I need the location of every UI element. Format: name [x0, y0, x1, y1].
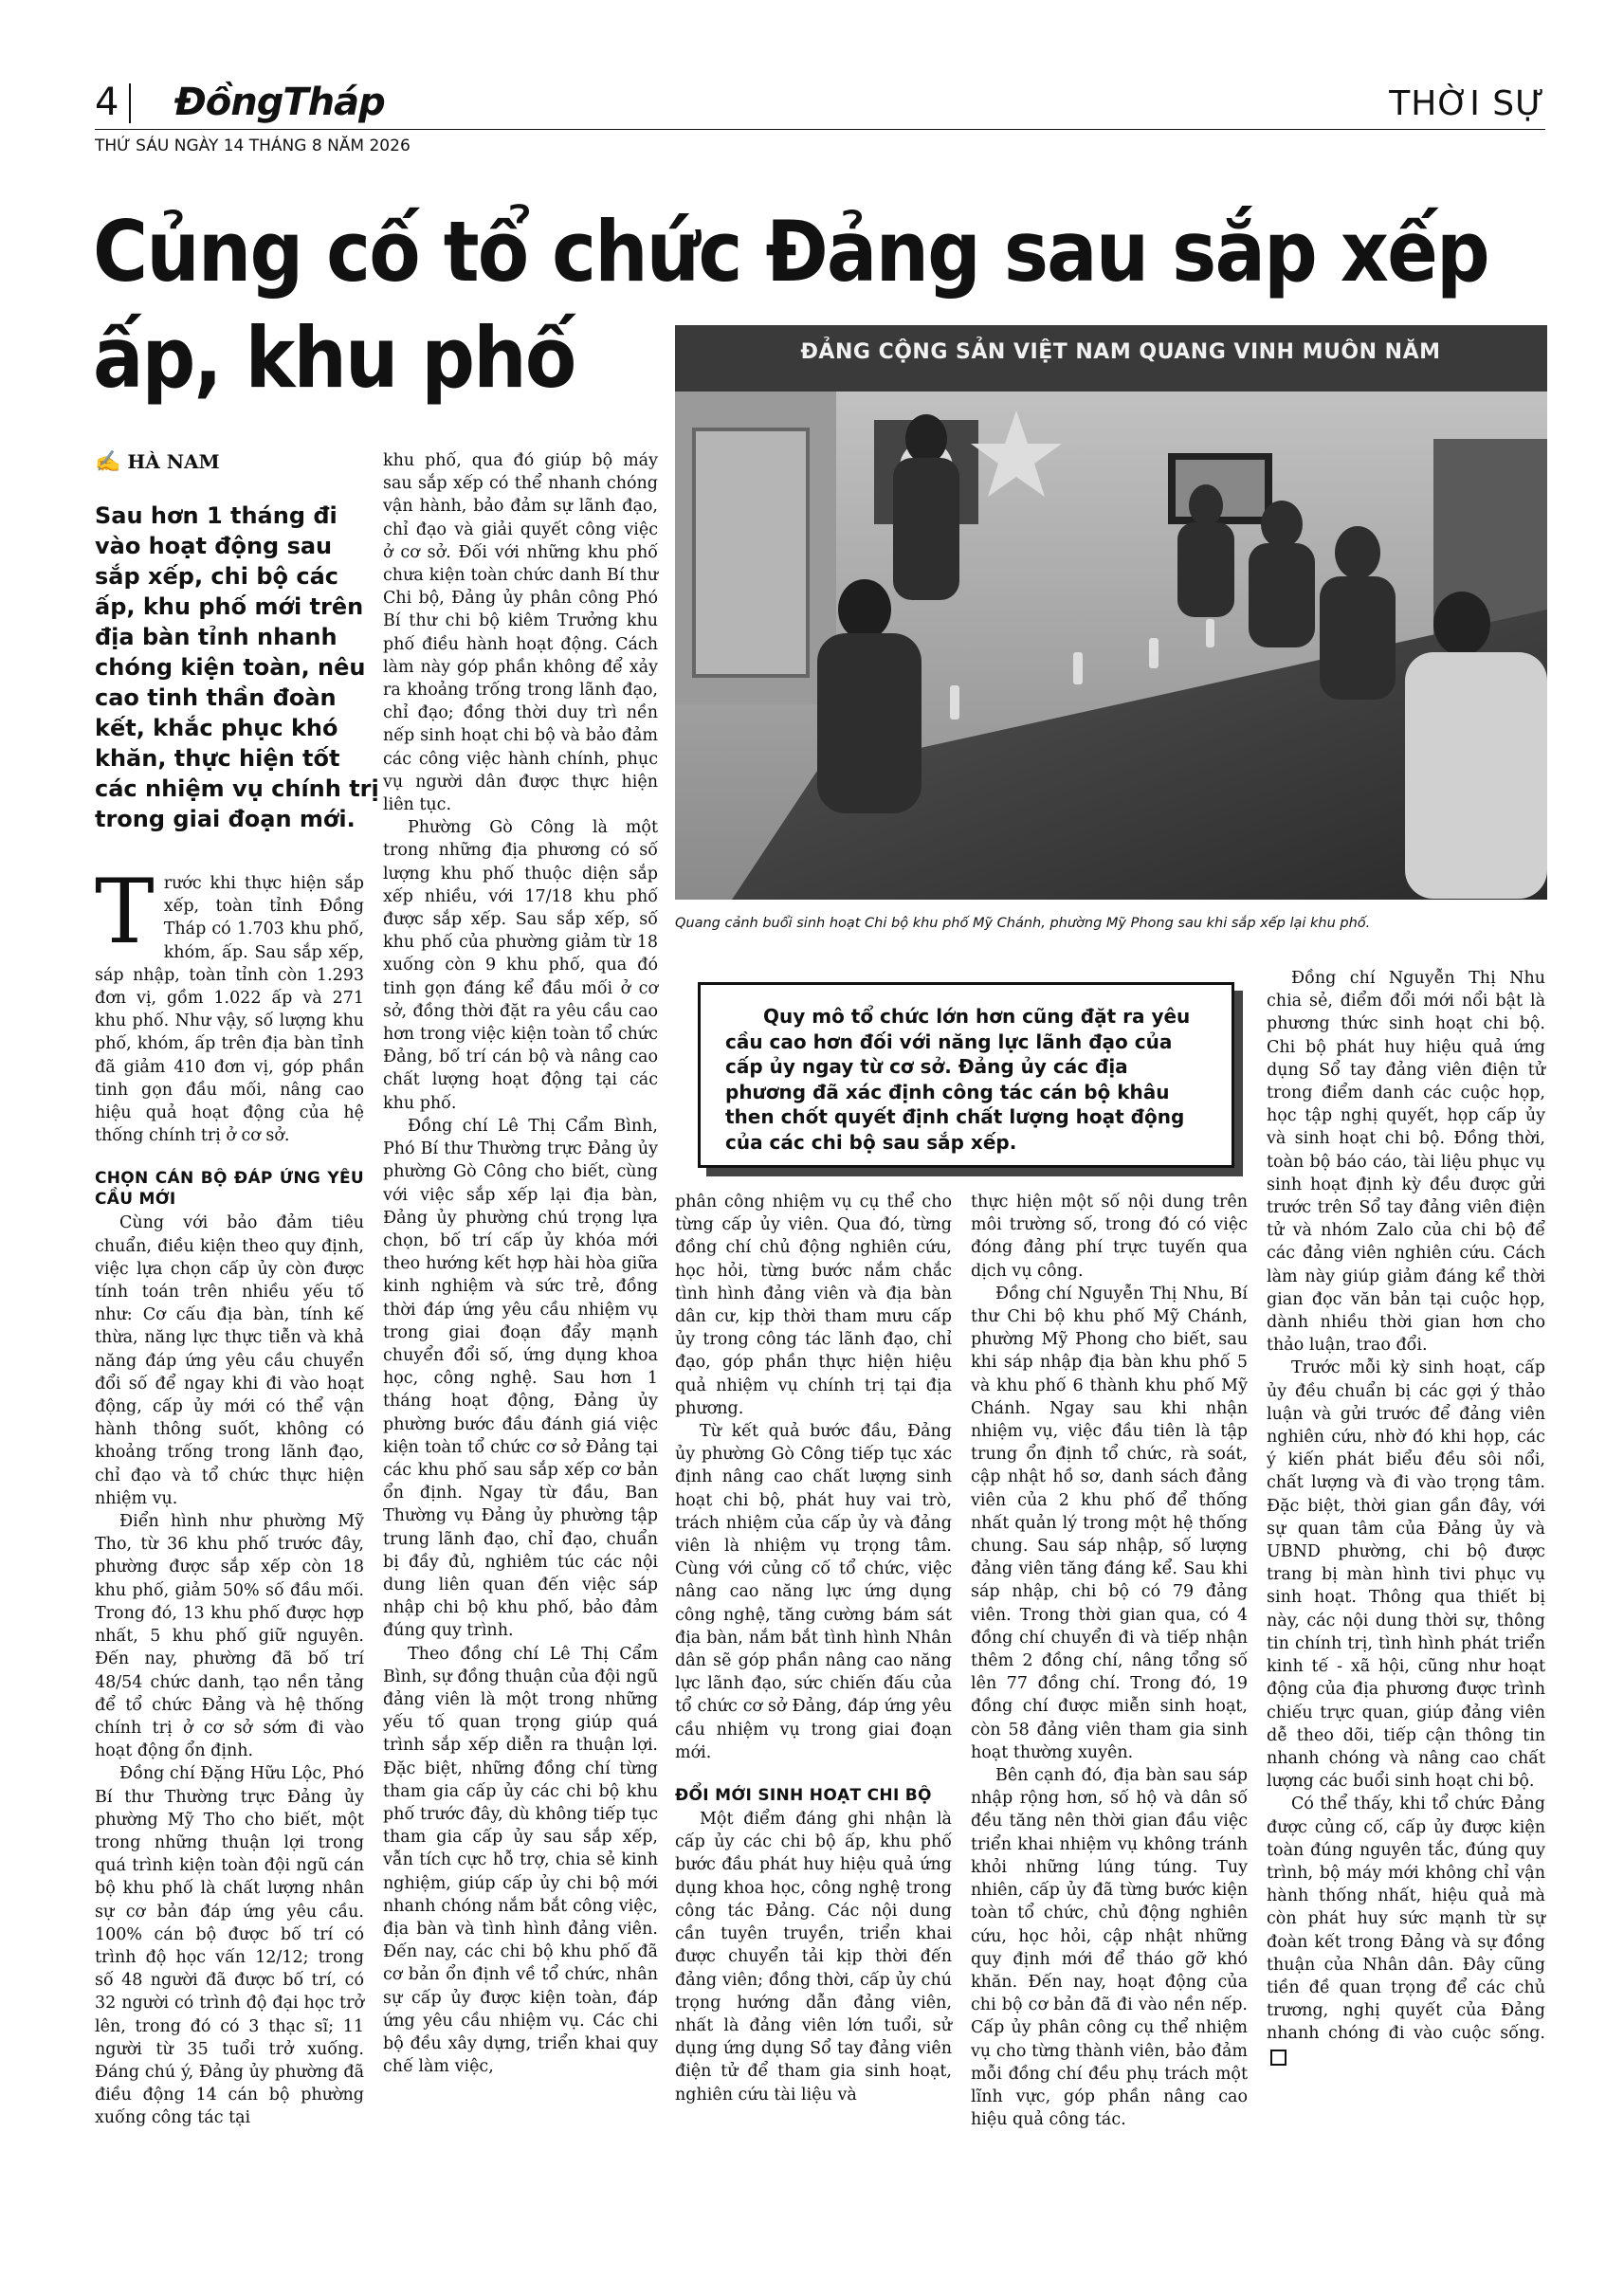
header-divider: [129, 83, 131, 123]
issue-date: THỨ SÁU NGÀY 14 THÁNG 8 NĂM 2026: [95, 137, 411, 155]
article-photo: [675, 325, 1547, 900]
column-2: [383, 449, 658, 2078]
newspaper-logo: ĐồngTháp: [174, 81, 385, 124]
paragraph: Từ kết quả bước đầu, Đảng ủy phường Gò Công tiếp tục xác định nâng cao chất lượng sinh hoạt chi bộ, phát huy vai trò, trách nhiệm của cấp ủy và đảng viên là nhiệm vụ trọng tâm. Cùng với củng cố tổ chức, việc nâng cao năng lực ứng dụng công nghệ, tăng cường bám sát địa bàn, nắm bắt tình hình Nhân dân sẽ góp phần nâng cao năng lực lãnh đạo, sức chiến đấu của tổ chức cơ sở Đảng, đáp ứng yêu cầu nhiệm vụ trong giai đoạn mới.: [675, 1422, 952, 1762]
paragraph: Đồng chí Lê Thị Cẩm Bình, Phó Bí thư Thường trực Đảng ủy phường Gò Công cho biết, cùng với việc sắp xếp lại địa bàn, Đảng ủy phường chú trọng lựa chọn, bố trí cấp ủy khóa mới theo hướng kết hợp hài hòa giữa kinh nghiệm và sức trẻ, đồng thời đáp ứng yêu cầu nhiệm vụ trong giai đoạn đẩy mạnh chuyển đổi số, ứng dụng khoa học, công nghệ. Sau hơn 1 tháng hoạt động, Đảng ủy phường bước đầu đánh giá việc kiện toàn tổ chức cơ sở Đảng tại các khu phố sau sắp xếp cơ bản ổn định. Ngay từ đầu, Ban Thường vụ Đảng ủy phường tập trung lãnh đạo, chỉ đạo, chuẩn bị đầy đủ, nghiêm túc các nội dung liên quan đến việc sáp nhập chi bộ khu phố, bảo đảm đúng quy trình.: [383, 1116, 658, 1641]
paragraph: Trước mỗi kỳ sinh hoạt, cấp ủy đều chuẩn bị các gợi ý thảo luận và gửi trước để đảng viên nghiên cứu, nhờ đó khi họp, các ý kiến phát biểu đều sôi nổi, chất lượng và đi vào trọng tâm. Đặc biệt, thời gian gần đây, với sự quan tâm của Đảng ủy và UBND phường, chi bộ được trang bị màn hình tivi phục vụ sinh hoạt. Thông qua thiết bị này, các nội dung thời sự, thông tin chính trị, tình hình phát triển kinh tế - xã hội, cũng như hoạt động của địa phương được trình chiếu trực quan, giúp đảng viên dễ theo dõi, tiếp cận thông tin nhanh chóng và nâng cao chất lượng các buổi sinh hoạt chi bộ.: [1267, 1358, 1545, 1792]
pull-quote-box: [698, 982, 1234, 1168]
paragraph: Phường Gò Công là một trong những địa phương có số lượng khu phố thuộc diện sắp xếp nhiều, với 17/18 khu phố được sắp xếp. Sau sắp xếp, số khu phố của phường giảm từ 18 xuống còn 9 khu phố, qua đó tinh gọn đáng kể đầu mối ở cơ sở, đồng thời đặt ra yêu cầu cao hơn trong việc kiện toàn tổ chức Đảng, bố trí cán bộ và nâng cao chất lượng hoạt động tại các khu phố.: [383, 818, 658, 1113]
paragraph: Có thể thấy, khi tổ chức Đảng được củng cố, cấp ủy được kiện toàn đúng nguyên tắc, đúng quy trình, bộ máy mới không chỉ vận hành thống nhất, hiệu quả mà còn phát huy sức mạnh từ sự đoàn kết trong Đảng và sự đồng thuận của Nhân dân. Đây cũng tiền đề quan trọng để các chủ trương, nghị quyết của Đảng nhanh chóng đi vào cuộc sống.: [1267, 1793, 1545, 2068]
section-label: THỜI SỰ: [1389, 84, 1545, 123]
paragraph: Một điểm đáng ghi nhận là cấp ủy các chi bộ ấp, khu phố bước đầu phát huy hiệu quả ứng dụng khoa học, công nghệ trong công tác Đảng. Các nội dung cần tuyên truyền, triển khai được chuyển tải kịp thời đến đảng viên; đồng thời, cấp ủy chú trọng hướng dẫn đảng viên, nhất là đảng viên lớn tuổi, sử dụng ứng dụng Sổ tay đảng viên điện tử để tham gia sinh hoạt, nghiên cứu tài liệu và: [675, 1810, 952, 2105]
column-3: [675, 1191, 952, 2106]
column-1: [95, 861, 364, 2130]
paragraph: Đồng chí Nguyễn Thị Nhu, Bí thư Chi bộ khu phố Mỹ Chánh, phường Mỹ Phong cho biết, sau khi sáp nhập địa bàn khu phố 5 và khu phố 6 thành khu phố Mỹ Chánh. Ngay sau khi nhận nhiệm vụ, việc đầu tiên là tập trung ổn định tổ chức, rà soát, cập nhật hồ sơ, danh sách đảng viên của 2 khu phố để thống nhất quản lý trong một hệ thống chung. Sau sáp nhập, số lượng đảng viên tăng đáng kể. Sau khi sáp nhập, chi bộ có 79 đảng viên. Trong thời gian qua, có 4 đồng chí chuyển đi và tiếp nhận thêm 2 đồng chí, nâng tổng số lên 77 đồng chí. Trong đó, 19 đồng chí được miễn sinh hoạt, còn 58 đảng viên tham gia sinh hoạt thường xuyên.: [971, 1284, 1248, 1762]
meeting-photo: [675, 325, 1547, 900]
drop-cap: T: [95, 861, 155, 964]
paragraph: phân công nhiệm vụ cụ thể cho từng cấp ủy viên. Qua đó, từng đồng chí chủ động nghiên cứu, học hỏi, từng bước nắm chắc tình hình đảng viên và địa bàn dân cư, kịp thời tham mưu cấp ủy trong công tác lãnh đạo, chỉ đạo, góp phần thực hiện hiệu quả nhiệm vụ chính trị tại địa phương.: [675, 1193, 952, 1418]
subheading: ĐỔI MỚI SINH HOẠT CHI BỘ: [675, 1786, 932, 1806]
pen-icon: ✍: [95, 450, 121, 474]
header-rule: [95, 129, 1545, 130]
page-header: [95, 80, 1545, 157]
author-name: HÀ NAM: [127, 450, 220, 473]
column-4: [971, 1191, 1248, 2131]
headline-line-1: Củng cố tổ chức Đảng sau sắp xếp: [93, 203, 1488, 301]
subheading: CHỌN CÁN BỘ ĐÁP ỨNG YÊU CẦU MỚI: [95, 1169, 364, 1210]
headline-line-2: ấp, khu phố: [93, 309, 575, 407]
paragraph: Đồng chí Nguyễn Thị Nhu chia sẻ, điểm đổi mới nổi bật là phương thức sinh hoạt chi bộ. Chi bộ phát huy hiệu quả ứng dụng Sổ tay đảng viên điện tử trong điểm danh các cuộc họp, học tập nghị quyết, họp cấp ủy và sinh hoạt chi bộ. Đồng thời, toàn bộ báo cáo, tài liệu phục vụ sinh hoạt định kỳ đều được gửi trước trên Sổ tay đảng viên điện tử và nhóm Zalo của chi bộ để các đảng viên nghiên cứu. Cách làm này giúp giảm đáng kể thời gian đọc văn bản tại cuộc họp, dành nhiều thời gian hơn cho thảo luận, trao đổi.: [1267, 969, 1545, 1356]
column-5: [1267, 967, 1545, 2068]
paragraph: thực hiện một số nội dung trên môi trường số, trong đó có việc đóng đảng phí trực tuyến qua dịch vụ công.: [971, 1193, 1248, 1281]
paragraph: Điển hình như phường Mỹ Tho, từ 36 khu phố trước đây, phường được sắp xếp còn 18 khu phố, giảm 50% số đầu mối. Trong đó, 13 khu phố được hợp nhất, 5 khu phố giữ nguyên. Đến nay, phường đã bố trí 48/54 chức danh, tạo nền tảng để tổ chức Đảng và hệ thống chính trị ở cơ sở sớm đi vào hoạt động ổn định.: [95, 1512, 364, 1761]
paragraph: khu phố, qua đó giúp bộ máy sau sắp xếp có thể nhanh chóng vận hành, bảo đảm sự lãnh đạo, chỉ đạo và giải quyết công việc ở cơ sở. Đối với những khu phố chưa kiện toàn chức danh Bí thư Chi bộ, Đảng ủy phân công Phó Bí thư chi bộ kiêm Trưởng khu phố điều hành hoạt động. Cách làm này góp phần không để xảy ra khoảng trống trong lãnh đạo, chỉ đạo; đồng thời duy trì nền nếp sinh hoạt chi bộ và bảo đảm các công việc hành chính, phục vụ người dân được thực hiện liên tục.: [383, 451, 658, 815]
paragraph: Đồng chí Đặng Hữu Lộc, Phó Bí thư Thường trực Đảng ủy phường Mỹ Tho cho biết, một trong những thuận lợi trong quá trình kiện toàn đội ngũ cán bộ khu phố là chất lượng nhân sự cơ bản đáp ứng yêu cầu. 100% cán bộ được bố trí có trình độ học vấn 12/12; trong số 48 người đã được bố trí, có 32 người có trình độ đại học trở lên, trong đó có 3 thạc sĩ; 11 người từ 35 tuổi trở xuống. Đáng chú ý, Đảng ủy phường đã điều động 14 cán bộ phường xuống công tác tại: [95, 1764, 364, 2128]
page-number: 4: [95, 81, 119, 124]
paragraph: Cùng với bảo đảm tiêu chuẩn, điều kiện theo quy định, việc lựa chọn cấp ủy còn được tính toán trên nhiều yếu tố như: Cơ cấu địa bàn, tính kế thừa, năng lực thực tiễn và khả năng đáp ứng yêu cầu chuyển đổi số để ngay khi đi vào hoạt động, cấp ủy mới có thể vận hành thông suốt, không có khoảng trống trong lãnh đạo, chỉ đạo và tổ chức thực hiện nhiệm vụ.: [95, 1213, 364, 1508]
end-mark-icon: [1270, 2050, 1286, 2066]
photo-banner-text: ĐẢNG CỘNG SẢN VIỆT NAM QUANG VINH MUÔN NĂM: [800, 340, 1441, 364]
paragraph: Bên cạnh đó, địa bàn sau sáp nhập rộng hơn, số hộ và dân số đều tăng nên thời gian đầu việc triển khai nhiệm vụ không tránh khỏi những lúng túng. Tuy nhiên, cấp ủy đã từng bước kiện toàn tổ chức, chủ động nghiên cứu, học hỏi, cập nhật những quy định mới để tháo gỡ khó khăn. Đến nay, hoạt động của chi bộ cơ bản đã đi vào nền nếp. Cấp ủy phân công cụ thể nhiệm vụ cho từng thành viên, bảo đảm mỗi đồng chí đều phụ trách một lĩnh vực, góp phần nâng cao hiệu quả công tác.: [971, 1766, 1248, 2130]
byline: [95, 449, 220, 475]
sapo: Sau hơn 1 tháng đi vào hoạt động sau sắp xếp, chi bộ các ấp, khu phố mới trên địa bàn tỉnh nhanh chóng kiện toàn, nêu cao tinh thần đoàn kết, khắc phục khó khăn, thực hiện tốt các nhiệm vụ chính trị trong giai đoạn mới.: [95, 502, 379, 832]
paragraph: Theo đồng chí Lê Thị Cẩm Bình, sự đồng thuận của đội ngũ đảng viên là một trong những yếu tố quan trọng giúp quá trình sắp xếp diễn ra thuận lợi. Đặc biệt, những đồng chí từng tham gia cấp ủy các chi bộ khu phố trước đây, dù không tiếp tục tham gia cấp ủy sau sắp xếp, vẫn tích cực hỗ trợ, chia sẻ kinh nghiệm, giúp cấp ủy chi bộ mới nhanh chóng nắm bắt công việc, địa bàn và tình hình đảng viên. Đến nay, các chi bộ khu phố đã cơ bản ổn định về tổ chức, nhân sự cấp ủy được kiện toàn, đáp ứng yêu cầu nhiệm vụ. Các chi bộ đều xây dựng, triển khai quy chế làm việc,: [383, 1644, 658, 2077]
photo-caption: Quang cảnh buổi sinh hoạt Chi bộ khu phố Mỹ Chánh, phường Mỹ Phong sau khi sắp xếp lại khu phố.: [675, 916, 1371, 931]
pull-quote-text: Quy mô tổ chức lớn hơn cũng đặt ra yêu cầu cao hơn đối với năng lực lãnh đạo của cấp ủy ngay từ cơ sở. Đảng ủy các địa phương đã xác định công tác cán bộ khâu then chốt quyết định chất lượng hoạt động của các chi bộ sau sắp xếp.: [725, 1005, 1191, 1154]
paragraph: T rước khi thực hiện sắp xếp, toàn tỉnh Đồng Tháp có 1.703 khu phố, khóm, ấp. Sau sắp xếp, sáp nhập, toàn tỉnh còn 1.293 đơn vị, gồm 1.022 ấp và 271 khu phố. Như vậy, số lượng khu phố, khóm, ấp trên địa bàn tỉnh đã giảm 410 đơn vị, góp phần tinh gọn đầu mối, nâng cao hiệu quả hoạt động của hệ thống chính trị ở cơ sở.: [95, 861, 364, 1146]
